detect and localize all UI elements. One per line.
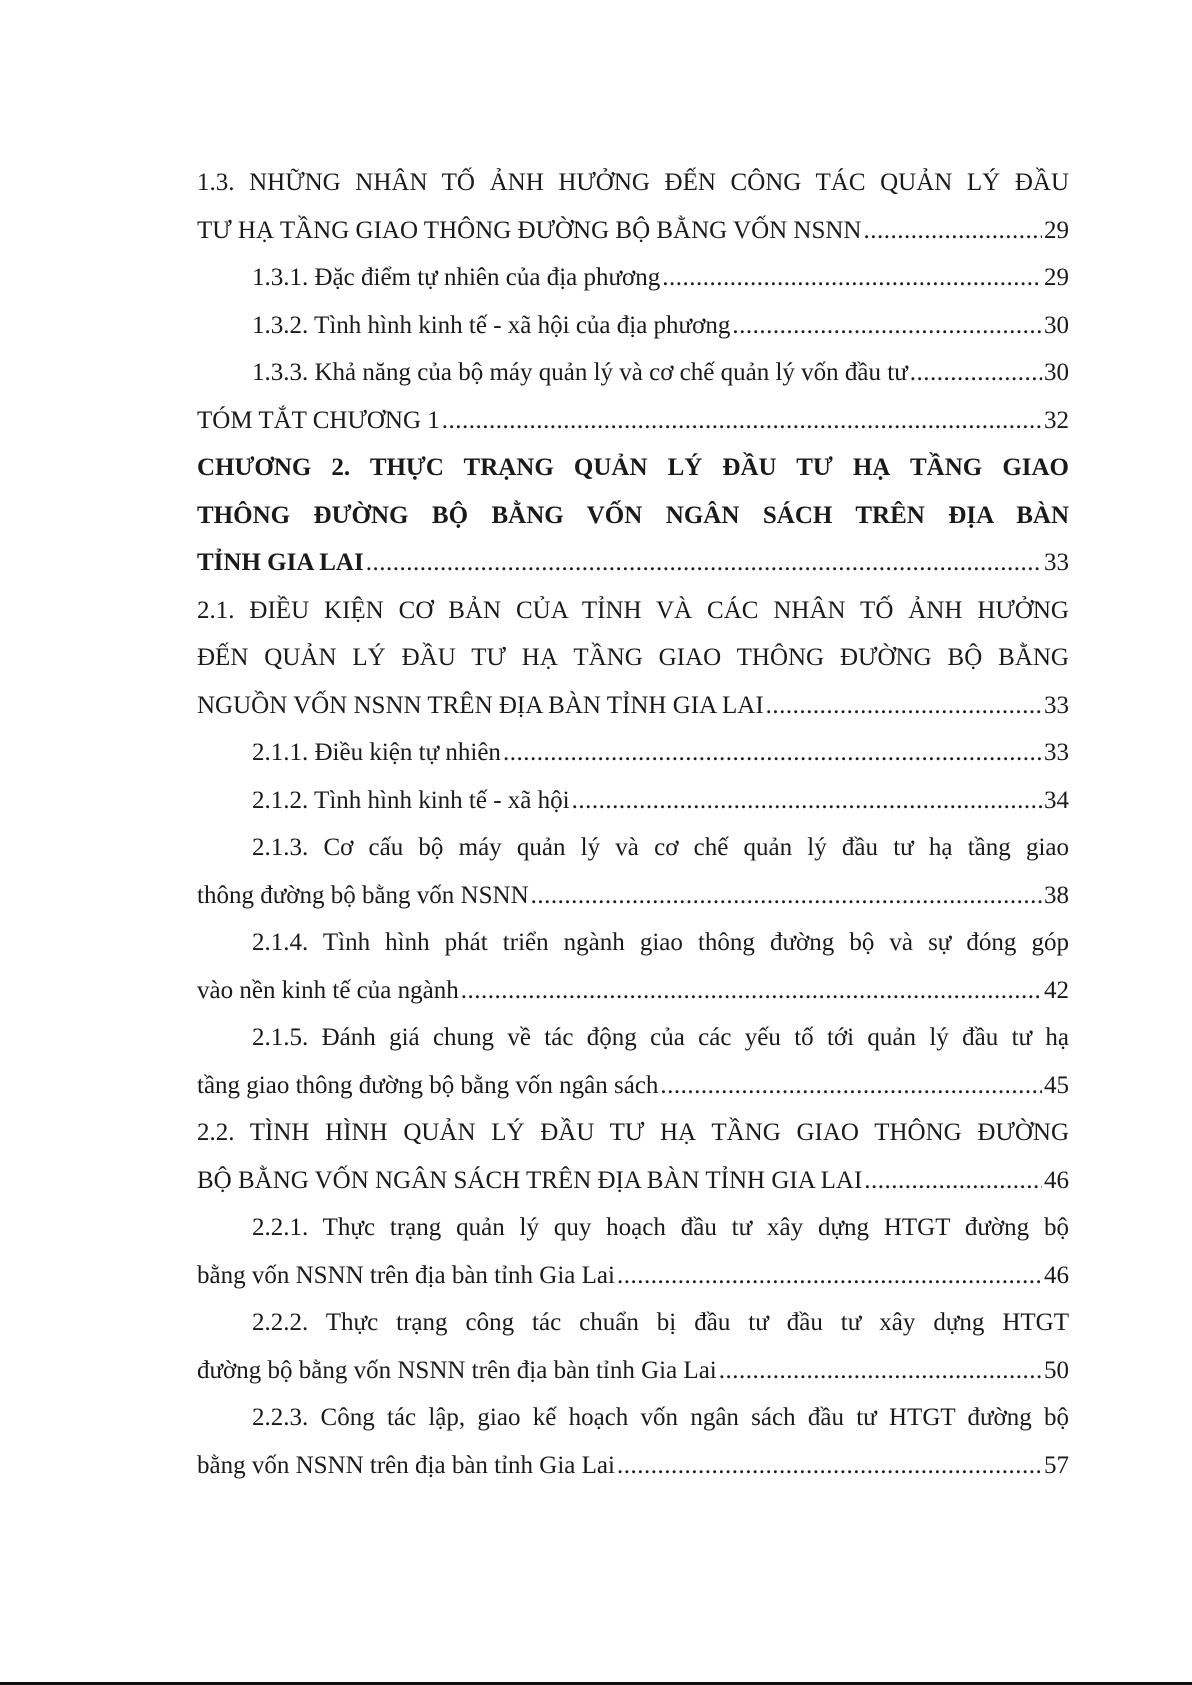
toc-entry-text: 1.3.1. Đặc điểm tự nhiên của địa phương <box>252 264 661 291</box>
toc-entry-text: 2.1.3. Cơ cấu bộ máy quản lý và cơ chế quản lý đầu tư hạ tầng giao <box>252 834 1069 861</box>
toc-entry-2-1[interactable] <box>197 587 1069 730</box>
toc-entry-text: 2.2. TÌNH HÌNH QUẢN LÝ ĐẦU TƯ HẠ TẦNG GIAO THÔNG ĐƯỜNG <box>197 1119 1069 1146</box>
dot-leader <box>366 539 1042 587</box>
page-number: 33 <box>1044 739 1069 766</box>
toc-entry-text: 2.1.4. Tình hình phát triển ngành giao thông đường bộ và sự đóng góp <box>252 929 1069 956</box>
dot-leader <box>617 1252 1042 1300</box>
toc-entry-text: TƯ HẠ TẦNG GIAO THÔNG ĐƯỜNG BỘ BẰNG VỐN NSNN <box>197 216 862 244</box>
toc-entry-2-2-3[interactable] <box>197 1394 1069 1489</box>
toc-entry-text: thông đường bộ bằng vốn NSNN <box>197 881 529 909</box>
page-number: 50 <box>1044 1356 1069 1384</box>
toc-entry-text: tầng giao thông đường bộ bằng vốn ngân sách <box>197 1071 659 1099</box>
page-number: 34 <box>1044 786 1069 814</box>
toc-entry-text: CHƯƠNG 2. THỰC TRẠNG QUẢN LÝ ĐẦU TƯ HẠ TẦNG GIAO <box>197 454 1069 481</box>
toc-entry-1-3-2[interactable] <box>197 302 1069 350</box>
dot-leader <box>461 967 1042 1015</box>
toc-entry-text: 2.2.1. Thực trạng quản lý quy hoạch đầu tư xây dựng HTGT đường bộ <box>252 1214 1069 1241</box>
toc-entry-summary-chapter-1[interactable] <box>197 397 1069 445</box>
toc-entry-text: ĐẾN QUẢN LÝ ĐẦU TƯ HẠ TẦNG GIAO THÔNG ĐƯỜNG BỘ BẰNG <box>197 644 1069 671</box>
dot-leader <box>910 349 1042 397</box>
toc-entry-text: 1.3.2. Tình hình kinh tế - xã hội của địa phương <box>252 311 731 339</box>
toc-entry-text: TỈNH GIA LAI <box>197 549 364 576</box>
toc-entry-text: vào nền kinh tế của ngành <box>197 976 459 1004</box>
page-number: 30 <box>1044 359 1069 386</box>
toc-entry-text: 2.2.2. Thực trạng công tác chuẩn bị đầu tư đầu tư xây dựng HTGT <box>252 1309 1069 1336</box>
toc-entry-text: BỘ BẰNG VỐN NGÂN SÁCH TRÊN ĐỊA BÀN TỈNH GIA LAI <box>197 1166 863 1194</box>
dot-leader <box>766 682 1042 730</box>
table-of-contents <box>197 159 1069 1489</box>
toc-entry-1-3[interactable] <box>197 159 1069 254</box>
page-number: 46 <box>1044 1261 1069 1289</box>
dot-leader <box>531 872 1042 920</box>
dot-leader <box>864 1157 1042 1205</box>
toc-entry-2-1-1[interactable] <box>197 729 1069 777</box>
toc-entry-2-1-3[interactable] <box>197 824 1069 919</box>
page-number: 32 <box>1044 406 1069 434</box>
page-number: 38 <box>1044 881 1069 909</box>
toc-entry-text: 2.1.1. Điều kiện tự nhiên <box>252 739 501 766</box>
dot-leader <box>503 729 1042 777</box>
toc-entry-chapter-2[interactable] <box>197 444 1069 587</box>
page-number: 33 <box>1044 549 1069 576</box>
page-number: 29 <box>1044 264 1069 291</box>
toc-entry-text: TÓM TẮT CHƯƠNG 1 <box>197 406 440 434</box>
page-number: 42 <box>1044 976 1069 1004</box>
dot-leader <box>864 207 1043 255</box>
page-number: 45 <box>1044 1071 1069 1099</box>
toc-entry-text: 2.2.3. Công tác lập, giao kế hoạch vốn ngân sách đầu tư HTGT đường bộ <box>252 1404 1069 1431</box>
toc-entry-text: bằng vốn NSNN trên địa bàn tỉnh Gia Lai <box>197 1261 615 1289</box>
toc-entry-text: 1.3. NHỮNG NHÂN TỐ ẢNH HƯỞNG ĐẾN CÔNG TÁC QUẢN LÝ ĐẦU <box>197 169 1069 196</box>
toc-entry-1-3-1[interactable] <box>197 254 1069 302</box>
toc-entry-text: 2.1.2. Tình hình kinh tế - xã hội <box>252 786 570 814</box>
toc-entry-2-1-2[interactable] <box>197 777 1069 825</box>
dot-leader <box>617 1442 1042 1490</box>
toc-entry-2-2-2[interactable] <box>197 1299 1069 1394</box>
page-number: 46 <box>1044 1166 1069 1194</box>
dot-leader <box>719 1347 1042 1395</box>
page-number: 57 <box>1044 1451 1069 1479</box>
dot-leader <box>572 777 1042 825</box>
page-number: 30 <box>1044 311 1069 339</box>
toc-entry-text: 2.1. ĐIỀU KIỆN CƠ BẢN CỦA TỈNH VÀ CÁC NHÂN TỐ ẢNH HƯỞNG <box>197 596 1069 624</box>
toc-entry-text: bằng vốn NSNN trên địa bàn tỉnh Gia Lai <box>197 1451 615 1479</box>
dot-leader <box>662 254 1042 302</box>
toc-entry-text: 2.1.5. Đánh giá chung về tác động của các yếu tố tới quản lý đầu tư hạ <box>252 1024 1069 1051</box>
toc-entry-2-2-1[interactable] <box>197 1204 1069 1299</box>
toc-entry-2-1-5[interactable] <box>197 1014 1069 1109</box>
toc-entry-2-1-4[interactable] <box>197 919 1069 1014</box>
toc-entry-2-2[interactable] <box>197 1109 1069 1204</box>
toc-entry-text: NGUỒN VỐN NSNN TRÊN ĐỊA BÀN TỈNH GIA LAI <box>197 691 764 719</box>
toc-entry-1-3-3[interactable] <box>197 349 1069 397</box>
dot-leader <box>442 397 1042 445</box>
dot-leader <box>660 1062 1042 1110</box>
toc-entry-text: 1.3.3. Khả năng của bộ máy quản lý và cơ chế quản lý vốn đầu tư <box>252 359 908 386</box>
toc-entry-text: đường bộ bằng vốn NSNN trên địa bàn tỉnh Gia Lai <box>197 1356 717 1384</box>
dot-leader <box>732 302 1042 350</box>
page-number: 29 <box>1044 216 1069 244</box>
toc-entry-text: THÔNG ĐƯỜNG BỘ BẰNG VỐN NGÂN SÁCH TRÊN ĐỊA BÀN <box>197 501 1069 529</box>
page-number: 33 <box>1044 691 1069 719</box>
